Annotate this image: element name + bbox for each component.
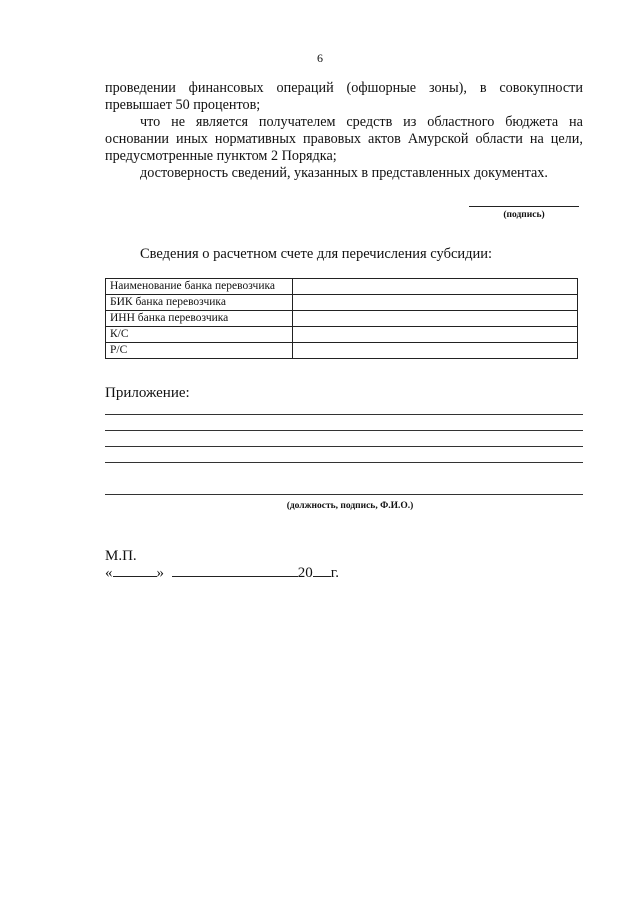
field-inn[interactable] xyxy=(293,311,578,327)
word: нормативных xyxy=(214,131,296,147)
signatory-line[interactable] xyxy=(105,494,583,495)
signature-caption: (подпись) xyxy=(503,210,545,220)
attachment-line[interactable] xyxy=(105,446,583,447)
word: иных xyxy=(176,131,208,147)
attachment-line[interactable] xyxy=(105,414,583,415)
row-label-bik: БИК банка перевозчика xyxy=(106,295,293,311)
word: что xyxy=(140,114,161,130)
word: на xyxy=(569,114,583,130)
attachment-line[interactable] xyxy=(105,462,583,463)
row-label-ks: К/С xyxy=(106,327,293,343)
page-number: 6 xyxy=(317,51,323,65)
field-bank-name[interactable] xyxy=(293,279,578,295)
word: бюджета xyxy=(505,114,559,130)
table-row xyxy=(106,343,578,359)
row-label-bank-name: Наименование банка перевозчика xyxy=(106,279,293,295)
body-line-3 xyxy=(140,114,583,131)
word: на xyxy=(529,131,544,147)
field-bik[interactable] xyxy=(293,295,578,311)
year-suffix: г. xyxy=(330,565,339,581)
word: зоны), xyxy=(428,80,467,96)
open-quote: « xyxy=(105,565,113,581)
year-field[interactable] xyxy=(313,564,331,577)
word: проведении xyxy=(105,80,176,96)
word: актов xyxy=(368,131,401,147)
word: областного xyxy=(427,114,495,130)
table-row xyxy=(106,295,578,311)
date-line xyxy=(105,564,339,582)
word: средств xyxy=(346,114,393,130)
word: правовых xyxy=(302,131,361,147)
word: операций xyxy=(276,80,334,96)
stamp-place: М.П. xyxy=(105,548,137,564)
table-row xyxy=(106,327,578,343)
row-label-inn: ИНН банка перевозчика xyxy=(106,311,293,327)
body-line-4 xyxy=(105,131,583,148)
table-row xyxy=(106,311,578,327)
month-field[interactable] xyxy=(172,564,298,577)
close-quote: » xyxy=(156,565,164,581)
word: в xyxy=(479,80,487,96)
signatory-caption: (должность, подпись, Ф.И.О.) xyxy=(286,501,414,511)
account-table xyxy=(105,278,578,359)
word: получателем xyxy=(258,114,336,130)
word: цели, xyxy=(550,131,583,147)
year-prefix: 20 xyxy=(297,565,313,581)
attachment-line[interactable] xyxy=(105,430,583,431)
word: (офшорные xyxy=(346,80,417,96)
field-rs[interactable] xyxy=(293,343,578,359)
word: основании xyxy=(105,131,170,147)
word: является xyxy=(195,114,249,130)
body-line-2: превышает 50 процентов; xyxy=(105,97,261,113)
signature-line[interactable] xyxy=(469,206,579,207)
field-ks[interactable] xyxy=(293,327,578,343)
body-line-6: достоверность сведений, указанных в представленных документах. xyxy=(140,165,548,181)
word: из xyxy=(403,114,417,130)
word: совокупности xyxy=(499,80,583,96)
body-line-1 xyxy=(105,80,583,97)
day-field[interactable] xyxy=(113,564,157,577)
word: Амурской xyxy=(407,131,469,147)
row-label-rs: Р/С xyxy=(106,343,293,359)
body-line-5: предусмотренные пунктом 2 Порядка; xyxy=(105,148,337,164)
account-heading: Сведения о расчетном счете для перечисления субсидии: xyxy=(140,246,493,262)
table-row xyxy=(106,279,578,295)
word: области xyxy=(475,131,523,147)
attachment-title: Приложение: xyxy=(105,385,190,401)
word: финансовых xyxy=(188,80,264,96)
word: не xyxy=(171,114,186,130)
